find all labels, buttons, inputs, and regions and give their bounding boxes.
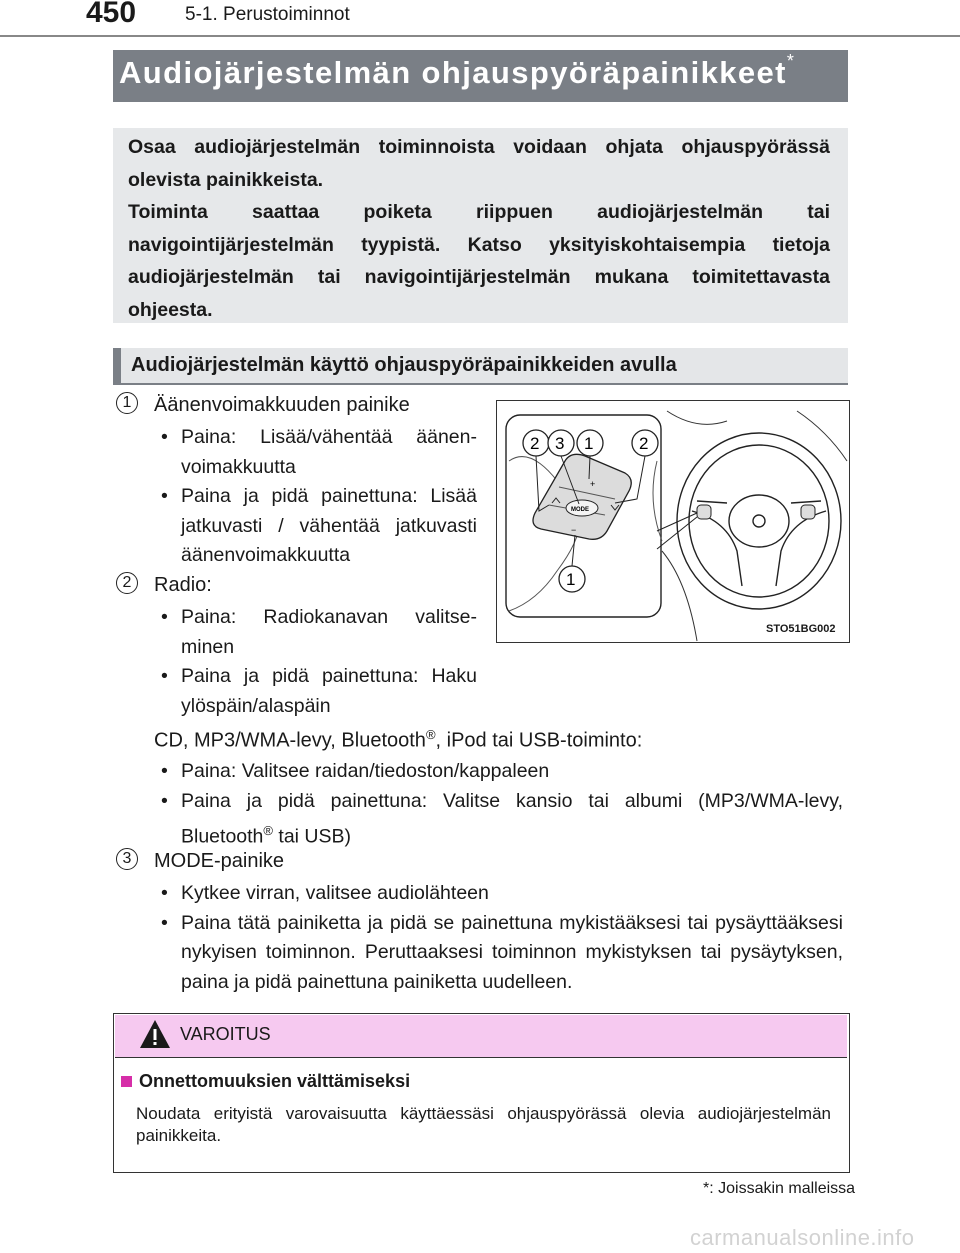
- radio-item-title: Radio:: [154, 574, 212, 596]
- cd-title-part-b: , iPod tai USB-toiminto:: [435, 729, 643, 752]
- warning-bullet-square: [121, 1076, 132, 1087]
- warning-text: Noudata erityistä varovaisuutta käyttäessäsi ohjauspyörässä olevia audiojärjestelmän painikkeita.: [136, 1104, 831, 1145]
- callout-1-bottom: 1: [566, 570, 576, 589]
- warning-subtitle: Onnettomuuksien välttämiseksi: [139, 1071, 411, 1091]
- radio-bullet-press: • Paina: Radiokanavan valitse-minen: [155, 603, 477, 662]
- mode-item-title: MODE-painike: [154, 850, 285, 872]
- radio-bullet-hold: • Paina ja pidä painettuna: Haku ylöspäin/alaspäin: [155, 662, 477, 721]
- subheading: Audiojärjestelmän käyttö ohjauspyöräpainikkeiden avulla: [131, 354, 677, 376]
- page-title: [119, 51, 796, 91]
- intro-paragraph-1: Osaa audiojärjestelmän toiminnoista voidaan ohjata ohjauspyörässä olevista painikkeista.: [128, 136, 830, 191]
- page-number: 450: [86, 0, 137, 29]
- footnote-text: : Joissakin malleissa: [709, 1180, 856, 1197]
- watermark: carmanualsonline.info: [690, 1225, 915, 1250]
- callout-1-top: 1: [584, 434, 594, 453]
- registered-mark-2: ®: [263, 823, 273, 838]
- item-number-1: 1: [116, 392, 138, 414]
- page-title-text: Audiojärjestelmän ohjauspyöräpainikkeet: [119, 55, 787, 90]
- title-footnote-mark: *: [786, 51, 796, 71]
- item-number-3: 3: [116, 848, 138, 870]
- cd-item-bullets: [155, 757, 843, 852]
- volume-item-title: Äänenvoimakkuuden painike: [154, 394, 410, 416]
- intro-text: [128, 131, 830, 326]
- audio-switch-cluster: [533, 454, 631, 539]
- subheading-marker: [113, 348, 121, 385]
- mode-item-bullets: [155, 879, 843, 997]
- steering-switch-figure: [496, 400, 850, 643]
- mode-label: MODE: [571, 507, 589, 513]
- steering-wheel: [677, 433, 841, 609]
- item-number-2: 2: [116, 572, 138, 594]
- volume-bullet-press: • Paina: Lisää/vähentää äänen-voimakkuutta: [155, 423, 477, 482]
- cd-bullet-hold-a: Paina ja pidä painettuna: Valitse kansio tai albumi (MP3/WMA-levy, Bluetooth: [181, 789, 843, 848]
- volume-item-bullets: [155, 423, 477, 571]
- cd-item-title: [154, 727, 642, 753]
- footnote: [703, 1180, 855, 1198]
- cd-bullet-hold-b: tai USB): [273, 825, 352, 848]
- figure-code: STO51BG002: [766, 623, 836, 635]
- volume-minus-label: −: [571, 525, 577, 535]
- volume-plus-label: +: [590, 479, 596, 489]
- cd-bullet-hold: [155, 787, 843, 853]
- section-label: 5-1. Perustoiminnot: [185, 4, 350, 25]
- mode-bullet-hold: • Paina tätä painiketta ja pidä se painettuna mykistääksesi tai pysäyttääksesi nykyisen toiminnon. Peruttaaksesi toiminnon mykistyksen tai pysäytyksen, paina ja pidä painettuna painiketta uudelleen.: [155, 909, 843, 998]
- cd-bullet-press: • Paina: Valitsee raidan/tiedoston/kappaleen: [155, 757, 843, 787]
- callout-2-left: 2: [530, 434, 540, 453]
- warning-title: VAROITUS: [180, 1024, 271, 1044]
- header-divider: [0, 35, 960, 37]
- callout-2-right: 2: [639, 434, 649, 453]
- warning-triangle-icon: [138, 1018, 172, 1055]
- radio-item-bullets: [155, 603, 477, 721]
- registered-mark: ®: [425, 727, 436, 742]
- callout-3: 3: [555, 434, 565, 453]
- footnote-mark: *: [703, 1180, 710, 1197]
- volume-bullet-hold: • Paina ja pidä painettuna: Lisää jatkuvasti / vähentää jatkuvasti äänenvoimakkuutta: [155, 482, 477, 571]
- steering-wheel-illustration: [497, 401, 849, 642]
- intro-paragraph-2: Toiminta saattaa poiketa riippuen audiojärjestelmän tai navigointijärjestelmän tyypistä. Katso yksityiskohtaisempia tietoja audiojärjestelmän tai navigointijärjestelmän mukana toimitettavasta ohjeesta.: [128, 201, 830, 321]
- mode-bullet-press: • Kytkee virran, valitsee audiolähteen: [155, 879, 843, 909]
- cd-title-part-a: CD, MP3/WMA-levy, Bluetooth: [154, 729, 426, 752]
